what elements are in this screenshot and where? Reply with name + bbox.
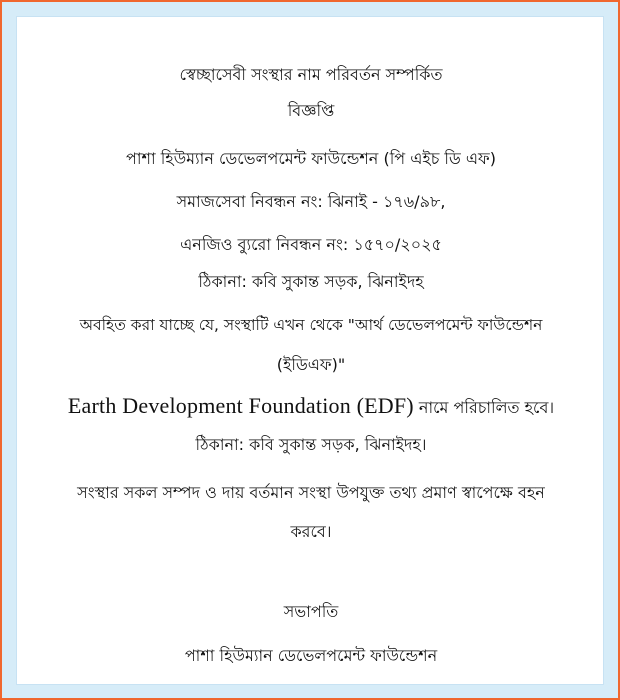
notice-heading: বিজ্ঞপ্তি <box>287 101 335 120</box>
ngo-bureau-registration: এনজিও ব্যুরো নিবন্ধন নং: ১৫৭০/২০২৫ <box>180 235 442 254</box>
announcement-line-2: (ইডিএফ)" <box>276 355 346 374</box>
notice-subject: স্বেচ্ছাসেবী সংস্থার নাম পরিবর্তন সম্পর্কিত <box>179 65 443 84</box>
assets-liability-line-2: করবে। <box>290 522 332 541</box>
new-name-line <box>17 393 605 418</box>
new-address-line: ঠিকানা: কবি সুকান্ত সড়ক, ঝিনাইদহ। <box>195 435 427 454</box>
new-name-english: Earth Development Foundation (EDF) <box>67 393 414 418</box>
assets-liability-line-1: সংস্থার সকল সম্পদ ও দায় বর্তমান সংস্থা উপযুক্ত তথ্য প্রমাণ স্বাপেক্ষে বহন <box>77 483 545 502</box>
signatory-organization: পাশা হিউম্যান ডেভেলপমেন্ট ফাউন্ডেশন <box>184 646 438 665</box>
notice-body <box>16 16 604 685</box>
new-name-suffix: নামে পরিচালিত হবে। <box>413 398 555 417</box>
announcement-line-1: অবহিত করা যাচ্ছে যে, সংস্থাটি এখন থেকে "আর্থ ডেভেলপমেন্ট ফাউন্ডেশন <box>79 316 543 334</box>
organization-name: পাশা হিউম্যান ডেভেলপমেন্ট ফাউন্ডেশন (পি এইচ ডি এফ) <box>126 149 496 168</box>
social-service-registration: সমাজসেবা নিবন্ধন নং: ঝিনাই - ১৭৬/৯৮, <box>176 192 446 211</box>
address-line: ঠিকানা: কবি সুকান্ত সড়ক, ঝিনাইদহ <box>198 272 424 291</box>
signatory-title: সভাপতি <box>283 602 339 621</box>
